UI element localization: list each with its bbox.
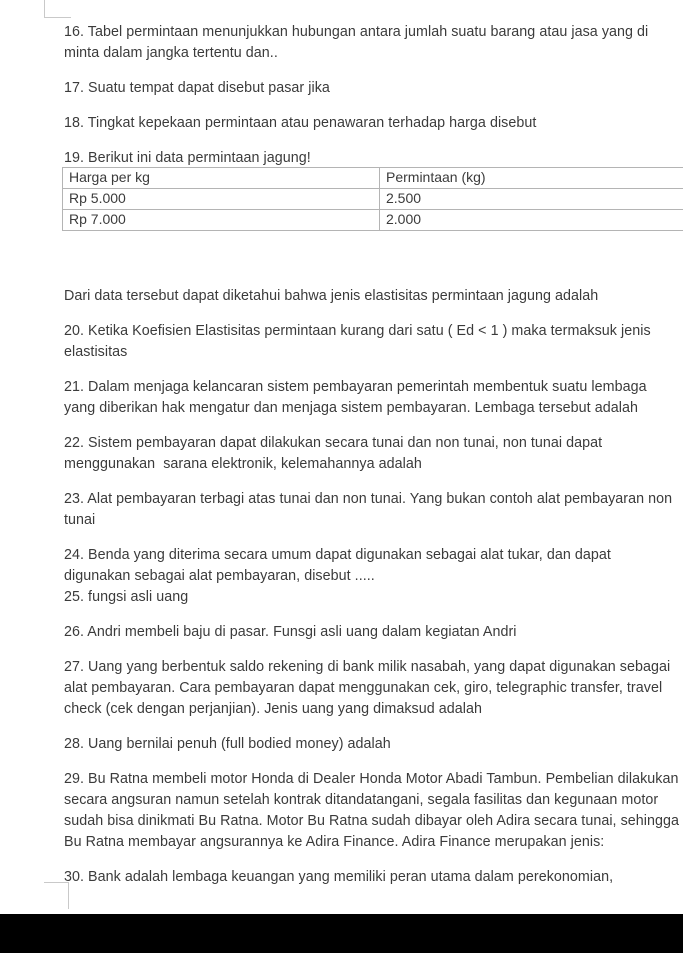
question-item-27: 27. Uang yang berbentuk saldo rekening di bank milik nasabah, yang dapat digunakan sebagai alat pembayaran. Cara pembayaran dapat menggunakan cek, giro, telegraphic transfer, travel check (cek dengan perjanjian). Jenis uang yang dimaksud adalah <box>64 659 675 717</box>
question-item-28: 28. Uang bernilai penuh (full bodied money) adalah <box>64 736 391 752</box>
document-text-body <box>64 22 683 888</box>
question-item-16: 16. Tabel permintaan menunjukkan hubungan antara jumlah suatu barang atau jasa yang di minta dalam jangka tertentu dan.. <box>64 24 653 61</box>
question-item-22: 22. Sistem pembayaran dapat dilakukan secara tunai dan non tunai, non tunai dapat menggunakan sarana elektronik, kelemahannya adalah <box>64 435 607 472</box>
page-corner-mark-top-left <box>44 0 71 18</box>
table-cell-price: Rp 5.000 <box>63 189 380 210</box>
table-row <box>63 210 683 231</box>
table-cell-demand: 2.000 <box>380 210 683 231</box>
table-row <box>63 189 683 210</box>
question-item-30: 30. Bank adalah lembaga keuangan yang memiliki peran utama dalam perekonomian, <box>64 869 614 885</box>
table-header-demand: Permintaan (kg) <box>380 168 683 189</box>
table-cell-demand: 2.500 <box>380 189 683 210</box>
question-item-24: 24. Benda yang diterima secara umum dapat digunakan sebagai alat tukar, dan dapat digunakan sebagai alat pembayaran, disebut ..... <box>64 547 615 584</box>
question-item-21: 21. Dalam menjaga kelancaran sistem pembayaran pemerintah membentuk suatu lembaga yang diberikan hak mengatur dan menjaga sistem pembayaran. Lembaga tersebut adalah <box>64 379 651 416</box>
question-item-25: 25. fungsi asli uang <box>64 589 189 605</box>
table-header-price: Harga per kg <box>63 168 380 189</box>
question-item-26: 26. Andri membeli baju di pasar. Funsgi asli uang dalam kegiatan Andri <box>64 624 517 640</box>
question-item-18: 18. Tingkat kepekaan permintaan atau penawaran terhadap harga disebut <box>64 115 537 131</box>
table-cell-price: Rp 7.000 <box>63 210 380 231</box>
question-item-29: 29. Bu Ratna membeli motor Honda di Dealer Honda Motor Abadi Tambun. Pembelian dilakukan secara angsuran namun setelah kontrak ditandatangani, segala fasilitas dan kegunaan motor sudah bisa dinikmati Bu Ratna. Motor Bu Ratna sudah dibayar oleh Adira secara tunai, sehingga Bu Ratna membayar angsurannya ke Adira Finance. Adira Finance merupakan jenis: <box>64 771 683 850</box>
question-item-19-followup: Dari data tersebut dapat diketahui bahwa jenis elastisitas permintaan jagung adalah <box>64 288 599 304</box>
demand-table <box>62 167 683 231</box>
question-item-23: 23. Alat pembayaran terbagi atas tunai dan non tunai. Yang bukan contoh alat pembayaran non tunai <box>64 491 677 528</box>
question-item-20: 20. Ketika Koefisien Elastisitas permintaan kurang dari satu ( Ed < 1 ) maka termaksuk jenis elastisitas <box>64 323 655 360</box>
demand-table-container <box>62 167 683 231</box>
table-header-row <box>63 168 683 189</box>
bottom-black-bar <box>0 914 683 953</box>
question-item-17: 17. Suatu tempat dapat disebut pasar jika <box>64 80 330 96</box>
question-item-19: 19. Berikut ini data permintaan jagung! <box>64 150 311 166</box>
